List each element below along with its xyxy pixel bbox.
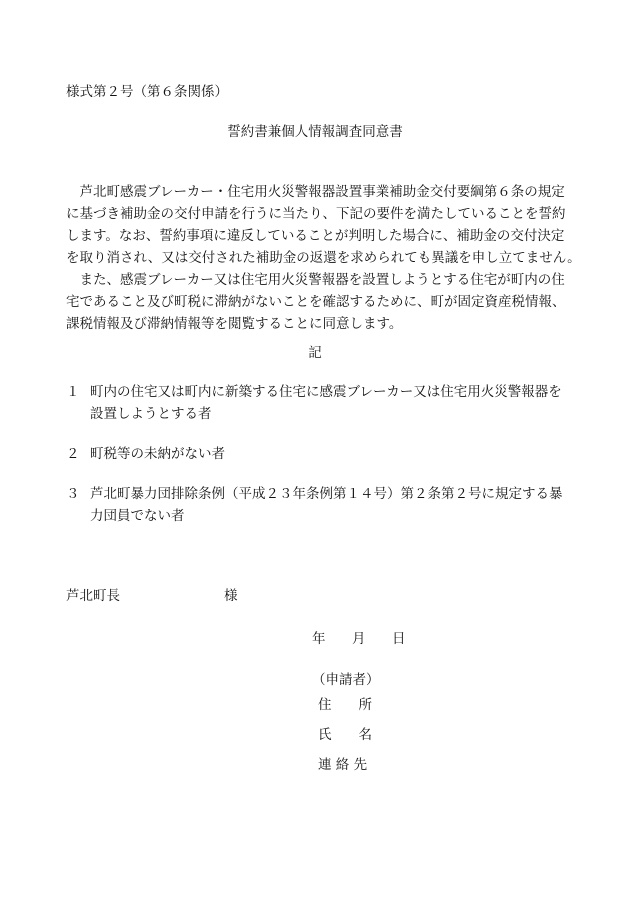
date-month-label: 月: [352, 631, 366, 647]
paragraph-1-line-3: します。なお、誓約事項に違反していることが判明した場合に、補助金の交付決定: [66, 228, 565, 244]
requirement-2-line-1: 町税等の未納がない者: [90, 446, 225, 462]
paragraph-2-line-2: 宅であること及び町税に滞納がないことを確認するために、町が固定資産税情報、: [66, 294, 566, 310]
requirement-3-line-2: 力団員でない者: [90, 508, 185, 524]
requirement-3-number: ３: [66, 486, 80, 502]
paragraph-1-line-2: に基づき補助金の交付申請を行うに当たり、下記の要件を満たしていることを誓約: [66, 206, 566, 222]
date-day-label: 日: [392, 631, 406, 647]
paragraph-1-line-4: を取り消され、又は交付された補助金の返還を求められても異議を申し立てません。: [66, 250, 581, 266]
form-number: 様式第２号（第６条関係）: [66, 84, 228, 100]
requirement-3-line-1: 芦北町暴力団排除条例（平成２３年条例第１４号）第２条第２号に規定する暴: [90, 486, 563, 502]
requirement-1-number: １: [66, 384, 80, 400]
requirement-2-number: ２: [66, 446, 80, 462]
paragraph-1-line-1: 芦北町感震ブレーカー・住宅用火災警報器設置事業補助金交付要綱第６条の規定: [66, 184, 565, 200]
recipient-honorific: 様: [224, 588, 238, 604]
ki-heading: 記: [308, 345, 322, 361]
paragraph-2-line-1: また、感震ブレーカー又は住宅用火災警報器を設置しようとする住宅が町内の住: [66, 272, 565, 288]
requirement-1-line-1: 町内の住宅又は町内に新築する住宅に感震ブレーカー又は住宅用火災警報器を: [90, 384, 562, 400]
recipient-name: 芦北町長: [66, 588, 120, 604]
document-title: 誓約書兼個人情報調査同意書: [227, 124, 403, 140]
applicant-name-label: 氏 名: [318, 727, 372, 743]
applicant-address-label: 住 所: [318, 697, 372, 713]
date-year-label: 年: [312, 631, 326, 647]
paragraph-2-line-3: 課税情報及び滞納情報等を閲覧することに同意します。: [66, 316, 403, 332]
requirement-1-line-2: 設置しようとする者: [90, 406, 212, 422]
applicant-contact-label: 連 絡 先: [318, 757, 368, 773]
applicant-heading: （申請者）: [312, 672, 380, 688]
